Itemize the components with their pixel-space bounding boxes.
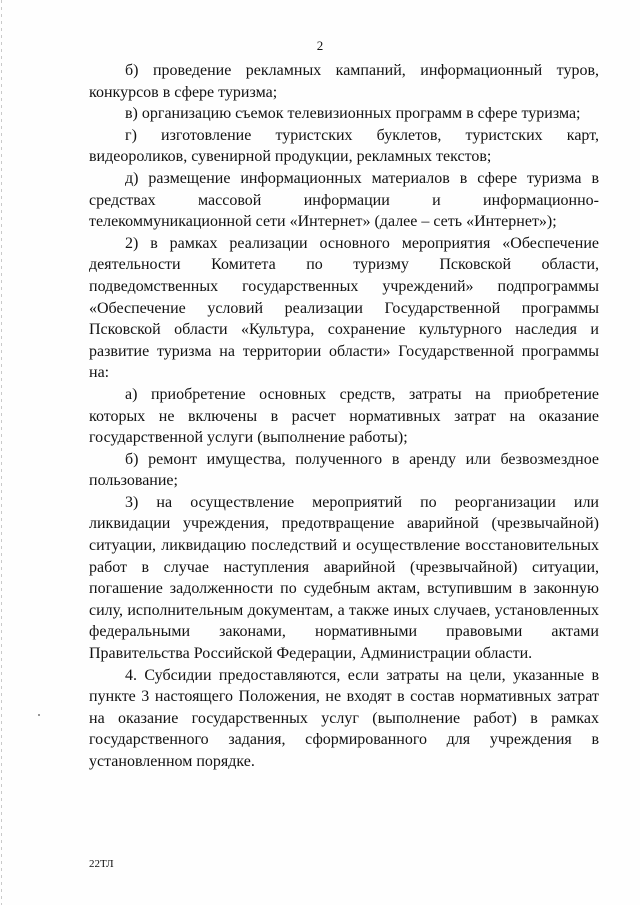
paragraph-item-a-fixed-assets: а) приобретение основных средств, затраты на приобретение которых не включены в расчет нормативных затрат на оказание государственной услуги (выполнение работы); xyxy=(89,385,599,447)
document-body xyxy=(89,60,599,773)
scan-speck xyxy=(38,714,40,716)
footer-code: 22ТЛ xyxy=(89,858,114,870)
page-number: 2 xyxy=(316,38,324,53)
paragraph-item-d-media: д) размещение информационных материалов в сфере туризма в средствах массовой информации и информационно-телекоммуникационной сети «Интернет» (далее – сеть «Интернет»); xyxy=(89,169,599,231)
paragraph-item-v-tv-programs: в) организацию съемок телевизионных программ в сфере туризма; xyxy=(125,105,581,123)
paragraph-item-b-advertising: б) проведение рекламных кампаний, информационный туров, конкурсов в сфере туризма; xyxy=(89,62,599,101)
paragraph-item-g-booklets: г) изготовление туристских буклетов, туристских карт, видеороликов, сувенирной продукции, рекламных текстов; xyxy=(89,126,599,166)
paragraph-section-2: 2) в рамках реализации основного мероприятия «Обеспечение деятельности Комитета по туризму Псковской области, подведомственных государственных учреждений» подпрограммы «Обеспечение условий реализации Государственной программы Псковской области «Культура, сохранение культурного наследия и развитие туризма на территории области» Государственной программы на: xyxy=(89,234,599,382)
paragraph-item-b-repair: б) ремонт имущества, полученного в аренду или безвозмездное пользование; xyxy=(89,450,599,490)
paragraph-section-4: 4. Субсидии предоставляются, если затраты на цели, указанные в пункте 3 настоящего Положения, не входят в состав нормативных затрат на оказание государственных услуг (выполнение работ) в рамках государственного задания, сформированного для учреждения в установленном порядке. xyxy=(89,666,599,770)
paragraph-section-3: 3) на осуществление мероприятий по реорганизации или ликвидации учреждения, предотвращение аварийной (чрезвычайной) ситуации, ликвидацию последствий и осуществление восстановительных работ в случае наступления аварийной (чрезвычайной) ситуации, погашение задолженности по судебным актам, вступившим в законную силу, исполнительным документам, а также иных случаев, установленных федеральными законами, нормативными правовыми актами Правительства Российской Федерации, Администрации области. xyxy=(89,493,599,663)
